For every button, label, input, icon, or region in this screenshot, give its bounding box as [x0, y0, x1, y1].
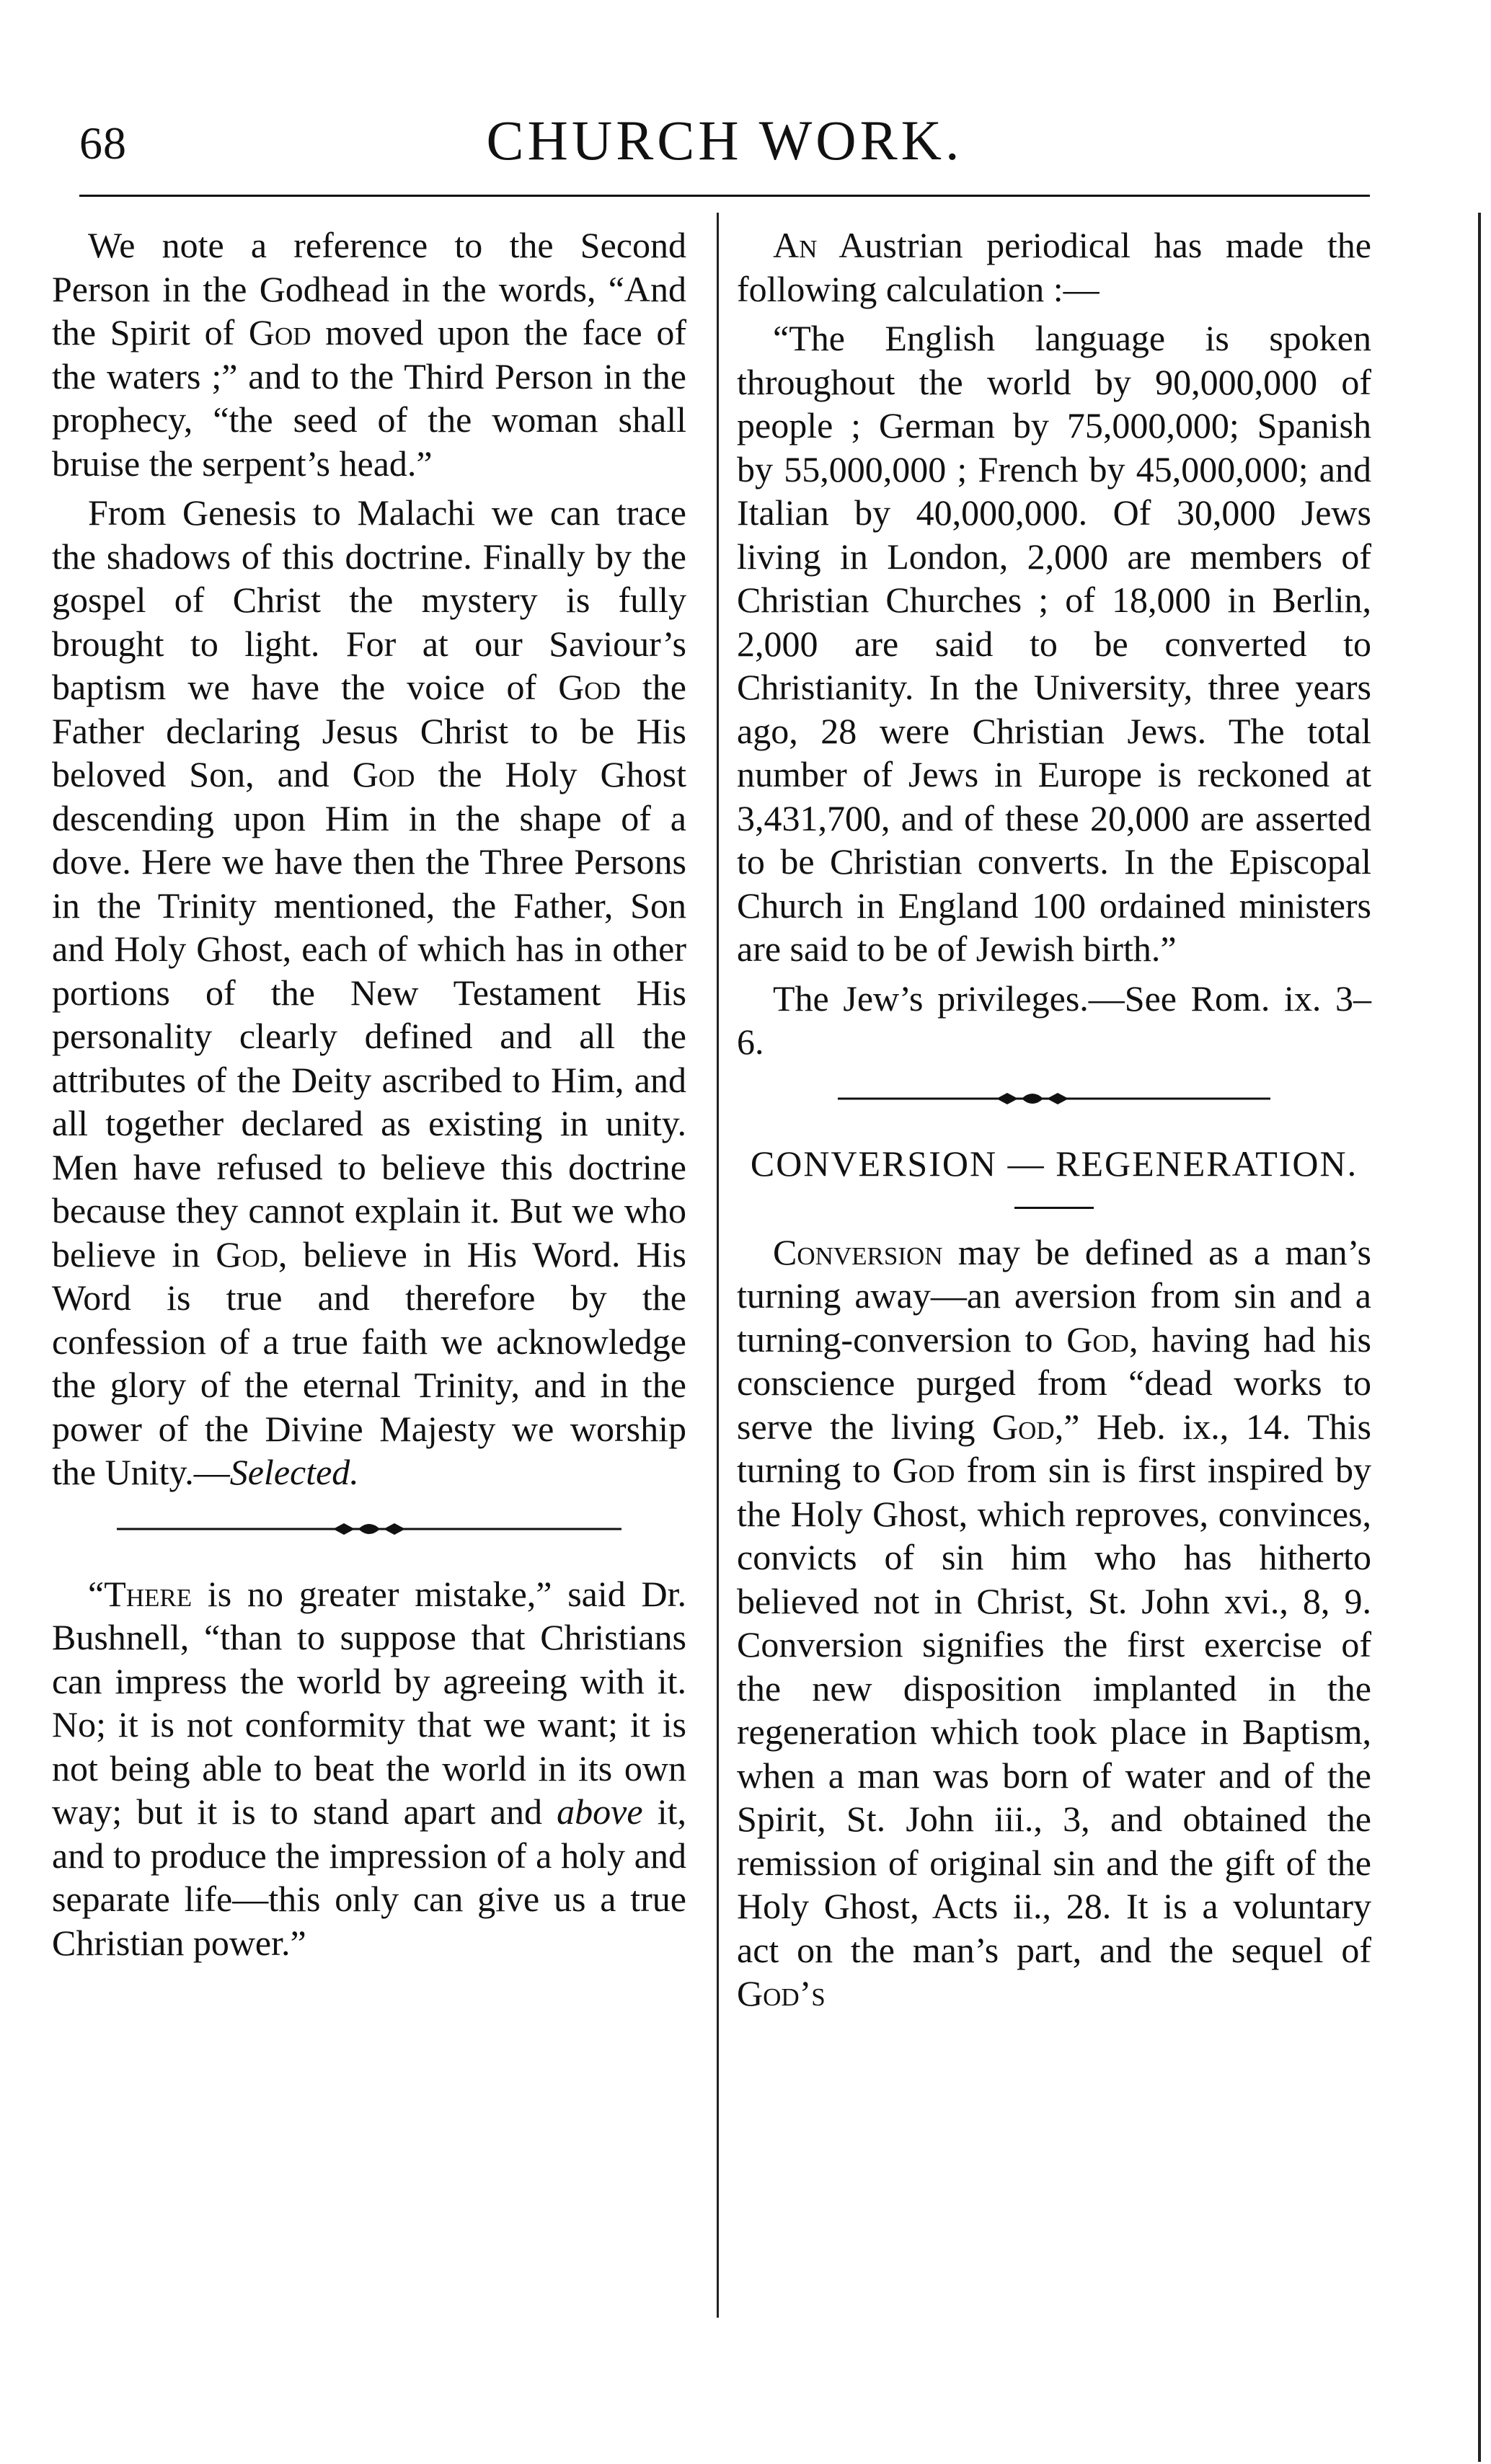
small-caps-lead: Conversion: [773, 1231, 943, 1272]
text-run: the Father declaring Jesus Christ to be His beloved Son, and: [52, 667, 686, 794]
ornamental-divider: [52, 1515, 686, 1543]
italic-attribution: Selected.: [229, 1452, 359, 1492]
text-run: is no greater mistake,” said Dr. Bushnell, “than to suppose that Christians can impress the world by agreeing with it. No; it is not conformity that we want; it is not being able to beat the world in its own way; but it is to stand apart and: [52, 1573, 686, 1832]
text-run: We note a reference to the Second Person in the Godhead in the words, “And the Spirit of: [52, 225, 686, 353]
paragraph-bushnell-quote: [52, 1572, 686, 1965]
small-caps-god: God: [992, 1406, 1055, 1447]
text-run: it, and to produce the impression of a holy and separate life—this only can give us a true Christian power.”: [52, 1791, 686, 1963]
left-column: [52, 223, 686, 1970]
small-caps-god: God: [352, 754, 415, 794]
text-run: may be defined as a man’s turning away—an aversion from sin and a turning-conversion to: [737, 1231, 1371, 1360]
small-caps-god: God: [1066, 1319, 1129, 1360]
heading-rule: [1014, 1207, 1094, 1209]
right-column: [737, 223, 1371, 2021]
text-run: moved upon the face of the waters ;” and to the Third Person in the prophecy, “the seed of the woman shall bruise the serpent’s head.”: [52, 312, 687, 484]
small-caps-lead: “There: [88, 1573, 193, 1614]
text-run: Austrian periodical has made the following calculation :—: [737, 225, 1371, 309]
text-run: ,” Heb. ix., 14. This turning to: [737, 1406, 1371, 1490]
ornamental-divider: [737, 1084, 1371, 1113]
paragraph-genesis-malachi: [52, 491, 686, 1494]
small-caps-god: God: [558, 667, 621, 707]
column-divider: [717, 213, 719, 2318]
text-run: from sin is first inspired by the Holy Ghost, which reproves, convinces, convicts of sin him who has hitherto believed not in Christ, St. John xvi., 8, 9. Conversion signifies the first exercise of the new disposition implanted in the regeneration which took place in Baptism, when a man was born of water and of the Spirit, St. John iii., 3, and obtained the remission of original sin and the gift of the Holy Ghost, Acts ii., 28. It is a voluntary act on the man’s part, and the sequel of: [737, 1450, 1371, 1970]
small-caps-god: God: [248, 312, 311, 353]
small-caps-god: God: [892, 1450, 955, 1490]
paragraph-austrian-periodical: [737, 223, 1371, 311]
text-run: , having had his conscience purged from “dead works to serve the living: [737, 1319, 1371, 1447]
page-edge-line: [1478, 213, 1481, 2462]
paragraph-trinity-reference: [52, 223, 686, 485]
page-number: 68: [79, 118, 127, 169]
running-head: CHURCH WORK.: [486, 109, 963, 172]
text-run: From Genesis to Malachi we can trace the shadows of this doctrine. Finally by the gospel of Christ the mystery is fully brought to light. For at our Saviour’s baptism we have the voice of: [52, 492, 686, 707]
paragraph-jews-privileges: The Jew’s privileges.—See Rom. ix. 3–6.: [737, 978, 1371, 1062]
italic-word: above: [557, 1791, 643, 1832]
small-caps-god: God: [216, 1233, 278, 1275]
small-caps-lead: An: [773, 225, 818, 265]
page-header: [79, 108, 1370, 187]
section-heading: CONVERSION — REGENERATION.: [750, 1143, 1358, 1184]
header-rule: [79, 195, 1370, 197]
text-run: the Holy Ghost descending upon Him in the shape of a dove. Here we have then the Three Persons in the Trinity mentioned, the Father, Son and Holy Ghost, each of which has in other portions of the New Testament His personality clearly defined and all the attributes of the Deity ascribed to Him, and all together declared as existing in unity. Men have refused to believe this doctrine because they cannot explain it. But we who believe in: [52, 754, 686, 1275]
paragraph-conversion-definition: [737, 1231, 1371, 2016]
small-caps-god: God’s: [737, 1973, 826, 2013]
text-run: , believe in His Word. His Word is true and therefore by the confession of a true faith we acknowledge the glory of the eternal Trinity, and in the power of the Divine Majesty we worship the Unity.—: [52, 1233, 686, 1492]
paragraph-language-statistics: “The English language is spoken throughout the world by 90,000,000 of people ; German by 75,000,000; Spanish by 55,000,000 ; French by 45,000,000; and Italian by 40,000,000. Of 30,000 Jews living in London, 2,000 are members of Christian Churches ; of 18,000 in Berlin, 2,000 are said to be converted to Christianity. In the University, three years ago, 28 were Christian Jews. The total number of Jews in Europe is reckoned at 3,431,700, and of these 20,000 are asserted to be Christian converts. In the Episcopal Church in England 100 ordained ministers are said to be of Jewish birth.”: [737, 318, 1371, 969]
